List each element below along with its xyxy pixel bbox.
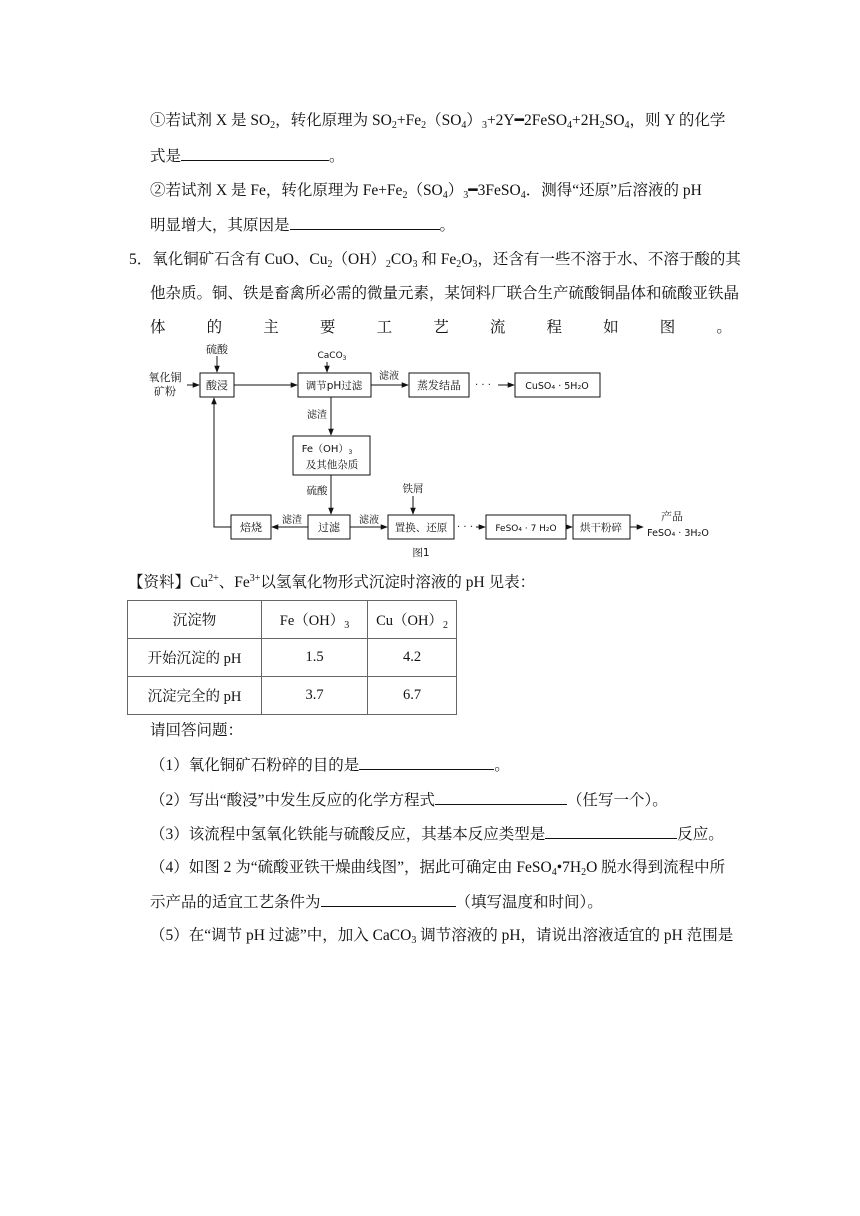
label-iron-scrap: 铁屑 bbox=[402, 483, 424, 495]
answer-blank-ph-reason[interactable] bbox=[290, 214, 440, 230]
q4-part1-line2: 式是 。 bbox=[150, 145, 345, 168]
label-other-impurities: 及其他杂质 bbox=[305, 459, 359, 471]
label-acid-leach: 酸浸 bbox=[206, 379, 228, 392]
q4-part1-line1: ①若试剂 X 是 $SO_2$，转化原理为 $SO_2+Fe_2(SO_4)_3+2Y━2FeSO_4+2H_2SO_4$，则 Y 的化学 bbox=[150, 112, 726, 131]
question-2: （2）写出“酸浸”中发生反应的化学方程式 （任写一个）。 bbox=[150, 789, 668, 812]
label-dry-grind: 烘干粉碎 bbox=[580, 522, 622, 534]
table-row bbox=[128, 639, 457, 677]
label-cuso4: CuSO₄ · 5H₂O bbox=[525, 381, 589, 392]
table-header-cell: $Cu(OH)_2$ bbox=[368, 601, 457, 639]
precipitation-ph-table bbox=[127, 600, 457, 715]
label-residue-1: 滤渣 bbox=[307, 410, 327, 421]
label-adjust-ph: 调节pH过滤 bbox=[305, 380, 363, 392]
label-feso4-7h2o: FeSO₄ · 7 H₂O bbox=[495, 524, 557, 534]
label-feoh3: $Fe(OH)_3$ bbox=[301, 444, 353, 456]
table-row bbox=[128, 677, 457, 715]
question-5: （5）在“调节 pH 过滤”中，加入 CaCO$_3$ 调节溶液的 pH，请说出溶液适宜的 pH 范围是 bbox=[150, 927, 734, 946]
label-dots-1: · · · bbox=[475, 380, 491, 391]
question-3: （3）该流程中氢氧化铁能与硫酸反应，其基本反应类型是 反应。 bbox=[150, 823, 724, 846]
label-product-formula: FeSO₄ · 3H₂O bbox=[647, 528, 709, 539]
table-cell: 1.5 bbox=[262, 639, 368, 677]
table-header-cell: 沉淀物 bbox=[128, 601, 262, 639]
table-header-cell: $Fe(OH)_3$ bbox=[262, 601, 368, 639]
label-acid-top: 硫酸 bbox=[206, 343, 228, 356]
q5-line2: 他杂质。铜、铁是畜禽所必需的微量元素，某饲料厂联合生产硫酸铜晶体和硫酸亚铁晶 bbox=[150, 285, 740, 302]
table-cell: 4.2 bbox=[368, 639, 457, 677]
question-4-line2: 示产品的适宜工艺条件为 （填写温度和时间）。 bbox=[150, 891, 603, 914]
table-header-row bbox=[128, 601, 457, 639]
label-filter: 过滤 bbox=[318, 521, 340, 534]
label-replace-reduce: 置换、还原 bbox=[394, 522, 448, 534]
q5-line1: 5．氧化铜矿石含有 CuO、$Cu_2(OH)_2CO_3$ 和 $Fe_2O_3$，还含有一些不溶于水、不溶于酸的其 bbox=[129, 251, 741, 270]
answer-blank-q3[interactable] bbox=[545, 823, 677, 839]
q4-part2-line1: ②若试剂 X 是 Fe，转化原理为 $Fe+Fe_2(SO_4)_3━3FeSO_4$．测得“还原”后溶液的 pH bbox=[150, 182, 702, 201]
answer-blank-q1[interactable] bbox=[359, 754, 494, 770]
process-flow-diagram bbox=[145, 342, 725, 564]
questions-intro: 请回答问题： bbox=[150, 722, 244, 739]
table-cell: 沉淀完全的 pH bbox=[128, 677, 262, 715]
info-line: 【资料】$Cu^{2+}$、$Fe^{3+}$以氢氧化物形式沉淀时溶液的 pH 见表： bbox=[128, 573, 536, 591]
q5-line3: 体 的 主 要 工 艺 流 程 如 图 。 bbox=[150, 319, 732, 336]
label-filtrate-2: 滤液 bbox=[359, 515, 379, 526]
label-ore-line2: 矿粉 bbox=[154, 385, 176, 398]
question-4-line1: （4）如图 2 为“硫酸亚铁干燥曲线图”，据此可确定由 $FeSO_4•7H_2O$ 脱水得到流程中所 bbox=[150, 859, 726, 878]
answer-blank-q2[interactable] bbox=[435, 789, 567, 805]
table-cell: 6.7 bbox=[368, 677, 457, 715]
label-roast: 焙烧 bbox=[240, 521, 262, 534]
label-acid-mid: 硫酸 bbox=[306, 485, 328, 497]
label-ore-line1: 氧化铜 bbox=[148, 371, 182, 384]
label-residue-2: 滤渣 bbox=[282, 515, 302, 526]
label-evaporate: 蒸发结晶 bbox=[417, 379, 461, 392]
answer-blank-q4[interactable] bbox=[321, 891, 456, 907]
answer-blank-y-formula[interactable] bbox=[181, 145, 329, 161]
label-filtrate-1: 滤液 bbox=[379, 371, 399, 382]
table-cell: 3.7 bbox=[262, 677, 368, 715]
figure-caption: 图1 bbox=[412, 547, 430, 559]
question-1: （1）氧化铜矿石粉碎的目的是 。 bbox=[150, 754, 510, 777]
q4-part2-line2: 明显增大，其原因是 。 bbox=[150, 214, 455, 237]
label-dots-2: · · · bbox=[457, 522, 473, 533]
label-product: 产品 bbox=[661, 510, 683, 523]
table-cell: 开始沉淀的 pH bbox=[128, 639, 262, 677]
label-caco3: CaCO$_3$ bbox=[317, 351, 347, 362]
arrow-roast-back-to-leach bbox=[214, 398, 231, 527]
